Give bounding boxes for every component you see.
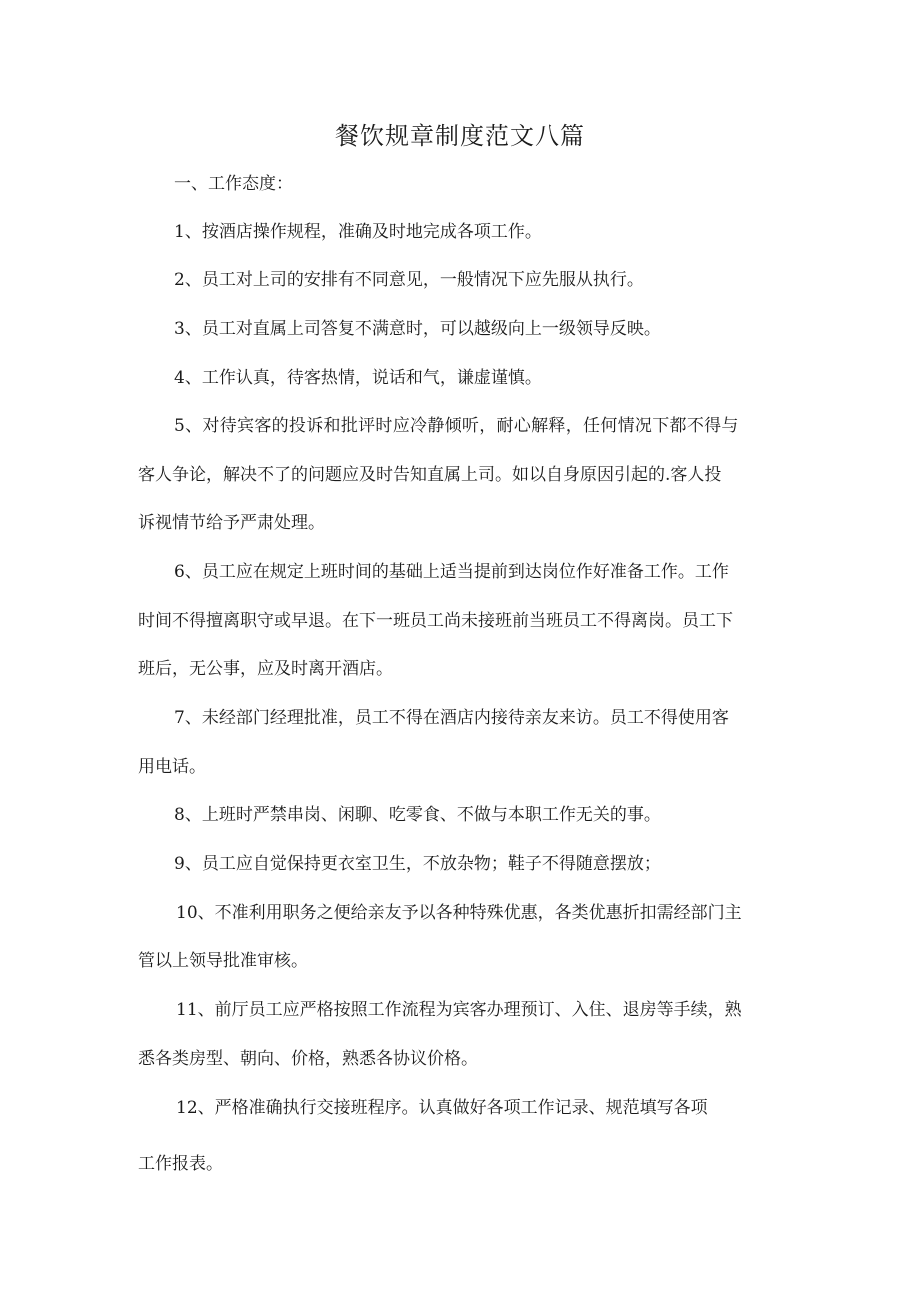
paragraph-line: 1、按酒店操作规程，准确及时地完成各项工作。 [174,222,542,242]
section-heading: 一、工作态度： [174,174,293,194]
paragraph-line: 12、严格准确执行交接班程序。认真做好各项工作记录、规范填写各项 [176,1098,708,1118]
paragraph-line: 5、对待宾客的投诉和批评时应冷静倾听，耐心解释，任何情况下都不得与 [174,416,739,436]
paragraph-line: 3、员工对直属上司答复不满意时，可以越级向上一级领导反映。 [174,319,661,339]
paragraph-line: 7、未经部门经理批准，员工不得在酒店内接待亲友来访。员工不得使用客 [174,708,729,728]
paragraph-line: 客人争论，解决不了的问题应及时告知直属上司。如以自身原因引起的.客人投 [138,465,722,485]
paragraph-line: 班后，无公事，应及时离开酒店。 [138,659,393,679]
paragraph-line: 用电话。 [138,757,206,777]
paragraph-line: 管以上领导批准审核。 [138,951,308,971]
paragraph-line: 工作报表。 [138,1154,223,1174]
paragraph-line: 6、员工应在规定上班时间的基础上适当提前到达岗位作好准备工作。工作 [174,562,729,582]
paragraph-line: 时间不得擅离职守或早退。在下一班员工尚未接班前当班员工不得离岗。员工下 [138,611,733,631]
paragraph-line: 4、工作认真，待客热情，说话和气，谦虚谨慎。 [174,368,542,388]
paragraph-line: 9、员工应自觉保持更衣室卫生，不放杂物；鞋子不得随意摆放； [174,854,661,874]
paragraph-line: 8、上班时严禁串岗、闲聊、吃零食、不做与本职工作无关的事。 [174,805,661,825]
paragraph-line: 2、员工对上司的安排有不同意见，一般情况下应先服从执行。 [174,270,644,290]
paragraph-line: 悉各类房型、朝向、价格，熟悉各协议价格。 [138,1049,478,1069]
document-title: 餐饮规章制度范文八篇 [335,122,585,150]
paragraph-line: 10、不准利用职务之便给亲友予以各种特殊优惠，各类优惠折扣需经部门主 [176,903,742,923]
paragraph-line: 诉视情节给予严肃处理。 [138,513,325,533]
paragraph-line: 11、前厅员工应严格按照工作流程为宾客办理预订、入住、退房等手续，熟 [176,1000,742,1020]
